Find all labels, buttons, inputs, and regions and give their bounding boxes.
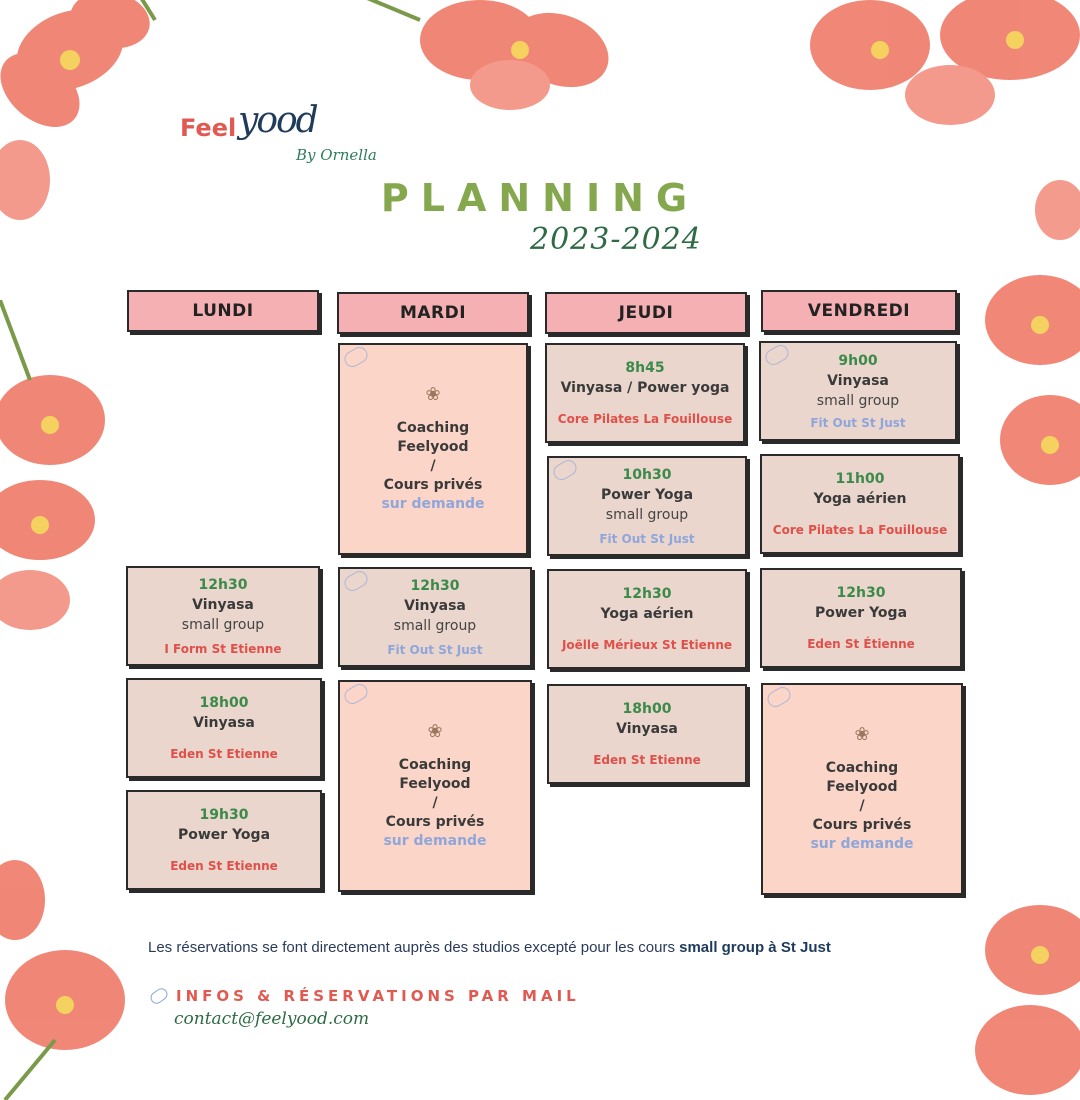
class-card-mardi-2 <box>338 567 532 667</box>
paperclip-icon <box>342 344 371 370</box>
class-venue: Eden St Etienne <box>170 859 278 873</box>
coaching-card-mardi-1 <box>338 343 528 555</box>
class-name: Yoga aérien <box>600 606 694 622</box>
paperclip-icon <box>342 681 371 707</box>
flowers-bottom-left <box>0 860 145 1100</box>
paperclip-icon <box>765 684 794 710</box>
class-name: Vinyasa <box>827 372 889 389</box>
class-time: 8h45 <box>625 360 665 376</box>
day-header-jeudi: JEUDI <box>545 292 747 334</box>
paperclip-icon <box>763 342 792 368</box>
class-name: Vinyasa <box>192 596 254 613</box>
on-demand-label: sur demande <box>810 835 914 852</box>
coaching-label: Coaching <box>825 759 899 776</box>
day-header-mardi: MARDI <box>337 292 529 334</box>
lotus-icon: ❀ <box>427 720 443 742</box>
class-time: 18h00 <box>622 701 672 717</box>
contact-email[interactable]: contact@feelyood.com <box>174 1009 370 1029</box>
class-card-lundi-3 <box>126 790 322 890</box>
paperclip-icon <box>551 457 580 483</box>
page-title: PLANNING <box>380 176 700 220</box>
on-demand-label: sur demande <box>383 832 487 849</box>
class-venue: Joëlle Mérieux St Etienne <box>561 638 733 652</box>
class-time: 19h30 <box>199 807 249 823</box>
class-time: 10h30 <box>622 466 672 483</box>
class-card-jeudi-3 <box>547 569 747 669</box>
class-name: Yoga aérien <box>813 491 907 507</box>
logo-feel: Feel <box>180 114 237 142</box>
class-format: small group <box>181 616 265 633</box>
reservation-note-bold: small group à St Just <box>679 939 831 956</box>
class-card-lundi-2 <box>126 678 322 778</box>
class-format: small group <box>816 392 900 409</box>
coaching-brand: Feelyood <box>826 778 898 795</box>
flowers-left-middle <box>0 300 140 640</box>
class-card-vendredi-2 <box>760 454 960 554</box>
coaching-label: Coaching <box>398 756 472 773</box>
coaching-brand: Feelyood <box>397 438 469 455</box>
day-header-lundi: LUNDI <box>127 290 319 332</box>
class-venue: Fit Out St Just <box>599 531 695 546</box>
flowers-top-right <box>760 0 1080 155</box>
flowers-right-middle <box>960 170 1080 530</box>
class-venue: Fit Out St Just <box>387 642 483 657</box>
class-venue: Eden St Etienne <box>170 747 278 761</box>
day-header-vendredi: VENDREDI <box>761 290 957 332</box>
private-class-label: Cours privés <box>383 476 483 493</box>
class-venue: Eden St Etienne <box>593 753 701 767</box>
class-time: 11h00 <box>835 471 885 487</box>
logo-by: By Ornella <box>296 146 377 164</box>
class-format: small group <box>605 506 689 523</box>
info-heading: INFOS & RÉSERVATIONS PAR MAIL <box>176 987 580 1005</box>
class-time: 12h30 <box>198 576 248 593</box>
class-card-jeudi-1 <box>545 343 745 443</box>
class-time: 12h30 <box>410 577 460 594</box>
lotus-icon: ❀ <box>854 723 870 745</box>
class-card-jeudi-4 <box>547 684 747 784</box>
class-name: Power Yoga <box>600 486 694 503</box>
coaching-separator: / <box>859 797 865 814</box>
brand-logo <box>180 100 400 175</box>
class-name: Vinyasa <box>404 597 466 614</box>
page-year: 2023-2024 <box>530 222 702 257</box>
class-time: 9h00 <box>838 352 878 369</box>
class-time: 12h30 <box>836 585 886 601</box>
class-card-vendredi-1 <box>759 341 957 441</box>
class-card-lundi-1 <box>126 566 320 666</box>
flowers-top-center <box>360 0 660 120</box>
class-name: Vinyasa <box>193 715 255 731</box>
coaching-separator: / <box>430 457 436 474</box>
private-class-label: Cours privés <box>812 816 912 833</box>
class-venue: Eden St Étienne <box>807 637 915 651</box>
paperclip-icon <box>342 568 371 594</box>
class-name: Vinyasa / Power yoga <box>560 380 730 396</box>
flowers-bottom-right <box>960 860 1080 1100</box>
logo-good: yood <box>238 100 317 141</box>
class-card-jeudi-2 <box>547 456 747 556</box>
coaching-brand: Feelyood <box>399 775 471 792</box>
private-class-label: Cours privés <box>385 813 485 830</box>
class-time: 12h30 <box>622 586 672 602</box>
on-demand-label: sur demande <box>381 495 485 512</box>
reservation-note-text: Les réservations se font directement auprès des studios excepté pour les cours <box>148 939 680 956</box>
class-name: Power Yoga <box>814 605 908 621</box>
coaching-separator: / <box>432 794 438 811</box>
class-time: 18h00 <box>199 695 249 711</box>
class-venue: Core Pilates La Fouillouse <box>557 412 733 426</box>
coaching-card-mardi-3 <box>338 680 532 892</box>
class-format: small group <box>393 617 477 634</box>
class-card-vendredi-3 <box>760 568 962 668</box>
coaching-card-vendredi-4 <box>761 683 963 895</box>
coaching-label: Coaching <box>396 419 470 436</box>
paperclip-icon <box>148 986 170 1006</box>
class-venue: Core Pilates La Fouillouse <box>772 523 948 537</box>
lotus-icon: ❀ <box>425 383 441 405</box>
class-name: Power Yoga <box>177 827 271 843</box>
class-venue: I Form St Etienne <box>164 641 282 656</box>
reservation-note <box>148 939 831 956</box>
class-name: Vinyasa <box>616 721 678 737</box>
class-venue: Fit Out St Just <box>810 415 906 430</box>
